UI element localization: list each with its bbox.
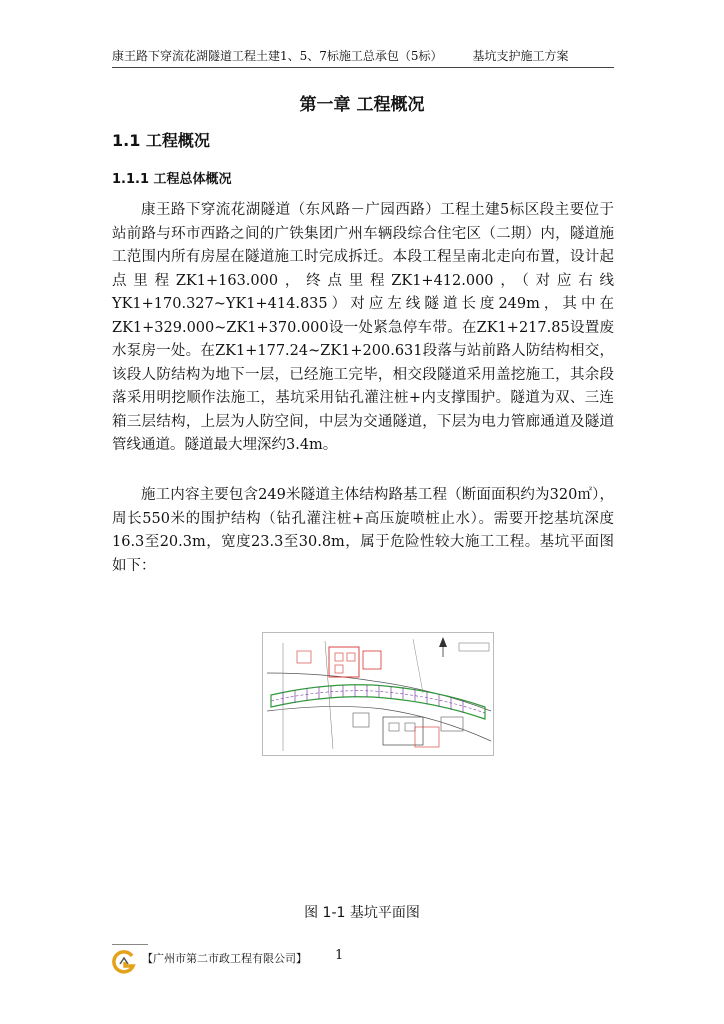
plan-drawing [263, 633, 493, 755]
figure-caption: 图 1-1 基坑平面图 [304, 905, 420, 921]
page-footer [112, 944, 614, 974]
section-heading: 1.1 工程概况 [112, 131, 210, 150]
overview-paragraph: 康王路下穿流花湖隧道（东风路－广园西路）工程土建5标区段主要位于站前路与环市西路之间的广铁集团广州车辆段综合住宅区（二期）内，隧道施工范围内所有房屋在隧道施工时完成拆迁。本段工程呈南北走向布置，设计起点里程ZK1+163.000，终点里程ZK1+412.000，（对应右线YK1+170.327~YK1+414.835）对应左线隧道长度249m，其中在ZK1+329.000~ZK1+370.000设一处紧急停车带。在ZK1+217.85设置废水泵房一处。在ZK1+177.24~ZK1+200.631段落与站前路人防结构相交，该段人防结构为地下一层，已经施工完毕，相交段隧道采用盖挖施工，其余段落采用明挖顺作法施工，基坑采用钻孔灌注桩+内支撑围护。隧道为双、三连箱三层结构，上层为人防空间，中层为交通隧道，下层为电力管廊通道及隧道管线通道。隧道最大埋深约3.4m。 [112, 202, 614, 453]
page-header [112, 46, 614, 68]
foundation-pit-plan-figure [262, 632, 494, 756]
chapter-title: 第一章 工程概况 [299, 95, 425, 115]
scope-paragraph: 施工内容主要包含249米隧道主体结构路基工程（断面面积约为320㎡），周长550米的围护结构（钻孔灌注桩+高压旋喷桩止水）。需要开挖基坑深度16.3至20.3m，宽度23.3至30.8m，属于危险性较大施工工程。基坑平面图如下： [112, 487, 614, 574]
header-project-title: 康王路下穿流花湖隧道工程土建1、5、7标施工总承包（5标） [112, 49, 443, 63]
footer-company-name: 【广州市第二市政工程有限公司】 [142, 952, 307, 965]
subsection-heading: 1.1.1 工程总体概况 [112, 172, 232, 187]
page-number: 1 [335, 948, 344, 963]
header-document-title: 基坑支护施工方案 [472, 49, 569, 63]
company-logo-icon [112, 950, 136, 974]
footer-rule [112, 944, 148, 945]
